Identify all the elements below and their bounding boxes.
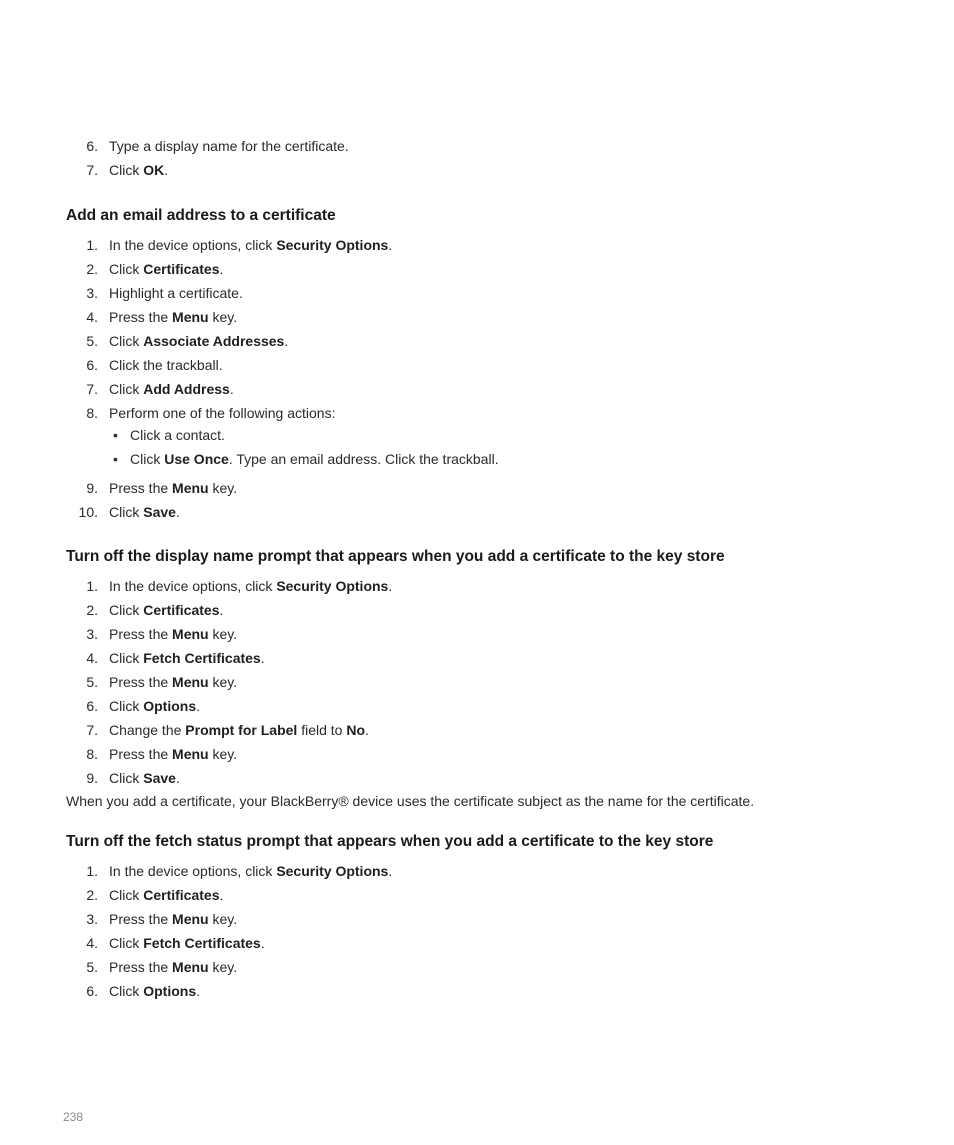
text-run: Highlight a certificate.: [109, 285, 243, 301]
text-run: .: [388, 863, 393, 879]
step-text: [109, 500, 180, 524]
step-text: [109, 158, 168, 182]
step-text: [109, 574, 392, 598]
step-text: [109, 598, 223, 622]
step-number: 3.: [86, 911, 98, 927]
bullet-text: [130, 423, 225, 447]
text-run: Click: [109, 770, 144, 786]
ui-term: Fetch Certificates: [143, 650, 261, 666]
step-number: 4.: [86, 309, 98, 325]
ui-term: Use Once: [164, 451, 229, 467]
step-number: 6.: [86, 983, 98, 999]
step-number: 7.: [86, 162, 98, 178]
step-number: 2.: [86, 887, 98, 903]
step-number: 8.: [86, 746, 98, 762]
ui-term: Save: [143, 770, 176, 786]
text-run: .: [196, 983, 201, 999]
text-run: Click: [109, 162, 144, 178]
text-run: Click: [109, 983, 144, 999]
text-run: Click: [109, 935, 144, 951]
step-number: 2.: [86, 261, 98, 277]
text-run: .: [388, 578, 393, 594]
text-run: .: [365, 722, 369, 738]
step-number: 6.: [86, 138, 98, 154]
ui-term: Certificates: [143, 887, 220, 903]
step-text: [109, 931, 265, 955]
step-text: [109, 694, 200, 718]
text-run: .: [196, 698, 201, 714]
step-number: 6.: [86, 357, 98, 373]
step-text: [109, 883, 223, 907]
section-heading-fetch-status-prompt: Turn off the fetch status prompt that appears when you add a certificate to the key store: [66, 833, 714, 850]
ui-term: Options: [143, 983, 197, 999]
section-heading-add-email: Add an email address to a certificate: [66, 207, 336, 224]
step-number: 5.: [86, 674, 98, 690]
text-run: Change the: [109, 722, 186, 738]
step-text: [109, 907, 237, 931]
text-run: Click: [109, 887, 144, 903]
step-number: 1.: [86, 863, 98, 879]
text-run: Press the: [109, 746, 173, 762]
bullet-icon: •: [113, 427, 118, 443]
ui-term: Certificates: [143, 602, 220, 618]
text-run: In the device options, click: [109, 578, 277, 594]
step-text: [109, 401, 335, 425]
text-run: key.: [208, 480, 238, 496]
ui-term: Save: [143, 504, 176, 520]
step-text: [109, 377, 234, 401]
step-number: 1.: [86, 237, 98, 253]
text-run: Press the: [109, 309, 173, 325]
text-run: .: [164, 162, 169, 178]
ui-term: Menu: [172, 746, 209, 762]
ui-term: Fetch Certificates: [143, 935, 261, 951]
text-run: .: [219, 261, 224, 277]
ui-term: Associate Addresses: [143, 333, 285, 349]
text-run: .: [219, 887, 224, 903]
ui-term: Add Address: [143, 381, 230, 397]
ui-term: Menu: [172, 911, 209, 927]
text-run: Press the: [109, 626, 173, 642]
text-run: Click a contact.: [130, 427, 225, 443]
ui-term: Prompt for Label: [185, 722, 298, 738]
ui-term: Menu: [172, 309, 209, 325]
ui-term: Security Options: [276, 578, 389, 594]
step-text: [109, 233, 392, 257]
step-text: [109, 979, 200, 1003]
text-run: Click: [109, 650, 144, 666]
text-run: Type a display name for the certificate.: [109, 138, 349, 154]
step-number: 3.: [86, 626, 98, 642]
text-run: Press the: [109, 911, 173, 927]
step-text: [109, 670, 237, 694]
text-run: .: [260, 650, 265, 666]
step-text: [109, 718, 369, 742]
step-number: 6.: [86, 698, 98, 714]
section-heading-display-name-prompt: Turn off the display name prompt that appears when you add a certificate to the key store: [66, 548, 725, 565]
text-run: Click: [109, 333, 144, 349]
text-run: .: [175, 770, 180, 786]
step-text: [109, 622, 237, 646]
text-run: key.: [208, 959, 238, 975]
bullet-icon: •: [113, 451, 118, 467]
ui-term: Options: [143, 698, 197, 714]
text-run: Click: [130, 451, 165, 467]
text-run: .: [219, 602, 224, 618]
display-name-note: When you add a certificate, your BlackBerry® device uses the certificate subject as the name for the certificate.: [66, 793, 755, 809]
ui-term: Menu: [172, 959, 209, 975]
text-run: Press the: [109, 480, 173, 496]
ui-term: Certificates: [143, 261, 220, 277]
text-run: key.: [208, 674, 238, 690]
text-run: Press the: [109, 674, 173, 690]
step-text: [109, 305, 237, 329]
text-run: key.: [208, 911, 238, 927]
text-run: In the device options, click: [109, 863, 277, 879]
step-number: 9.: [86, 480, 98, 496]
step-text: [109, 476, 237, 500]
text-run: Press the: [109, 959, 173, 975]
text-run: Click: [109, 504, 144, 520]
text-run: In the device options, click: [109, 237, 277, 253]
bullet-text: [130, 447, 499, 471]
step-text: [109, 766, 180, 790]
text-run: Click the trackball.: [109, 357, 223, 373]
step-number: 8.: [86, 405, 98, 421]
step-number: 5.: [86, 333, 98, 349]
text-run: . Type an email address. Click the trackball.: [228, 451, 499, 467]
step-number: 1.: [86, 578, 98, 594]
text-run: .: [229, 381, 234, 397]
text-run: Click: [109, 698, 144, 714]
step-number: 10.: [78, 504, 98, 520]
text-run: .: [260, 935, 265, 951]
text-run: Click: [109, 381, 144, 397]
ui-term: Menu: [172, 674, 209, 690]
text-run: .: [284, 333, 289, 349]
text-run: key.: [208, 626, 238, 642]
step-number: 3.: [86, 285, 98, 301]
ui-term: Menu: [172, 626, 209, 642]
text-run: key.: [208, 309, 238, 325]
text-run: field to: [297, 722, 347, 738]
text-run: Click: [109, 261, 144, 277]
ui-term: No: [346, 722, 366, 738]
step-text: [109, 281, 243, 305]
step-text: [109, 257, 223, 281]
text-run: Perform one of the following actions:: [109, 405, 336, 421]
ui-term: OK: [143, 162, 165, 178]
step-number: 7.: [86, 381, 98, 397]
ui-term: Security Options: [276, 237, 389, 253]
step-number: 4.: [86, 650, 98, 666]
text-run: key.: [208, 746, 238, 762]
step-number: 2.: [86, 602, 98, 618]
ui-term: Menu: [172, 480, 209, 496]
step-text: [109, 859, 392, 883]
step-text: [109, 646, 265, 670]
step-text: [109, 353, 223, 377]
step-number: 5.: [86, 959, 98, 975]
step-text: [109, 329, 288, 353]
step-text: [109, 134, 349, 158]
page-number: 238: [63, 1110, 84, 1124]
text-run: .: [175, 504, 180, 520]
step-number: 4.: [86, 935, 98, 951]
step-text: [109, 955, 237, 979]
step-text: [109, 742, 237, 766]
ui-term: Security Options: [276, 863, 389, 879]
step-number: 7.: [86, 722, 98, 738]
step-number: 9.: [86, 770, 98, 786]
text-run: .: [388, 237, 393, 253]
text-run: Click: [109, 602, 144, 618]
